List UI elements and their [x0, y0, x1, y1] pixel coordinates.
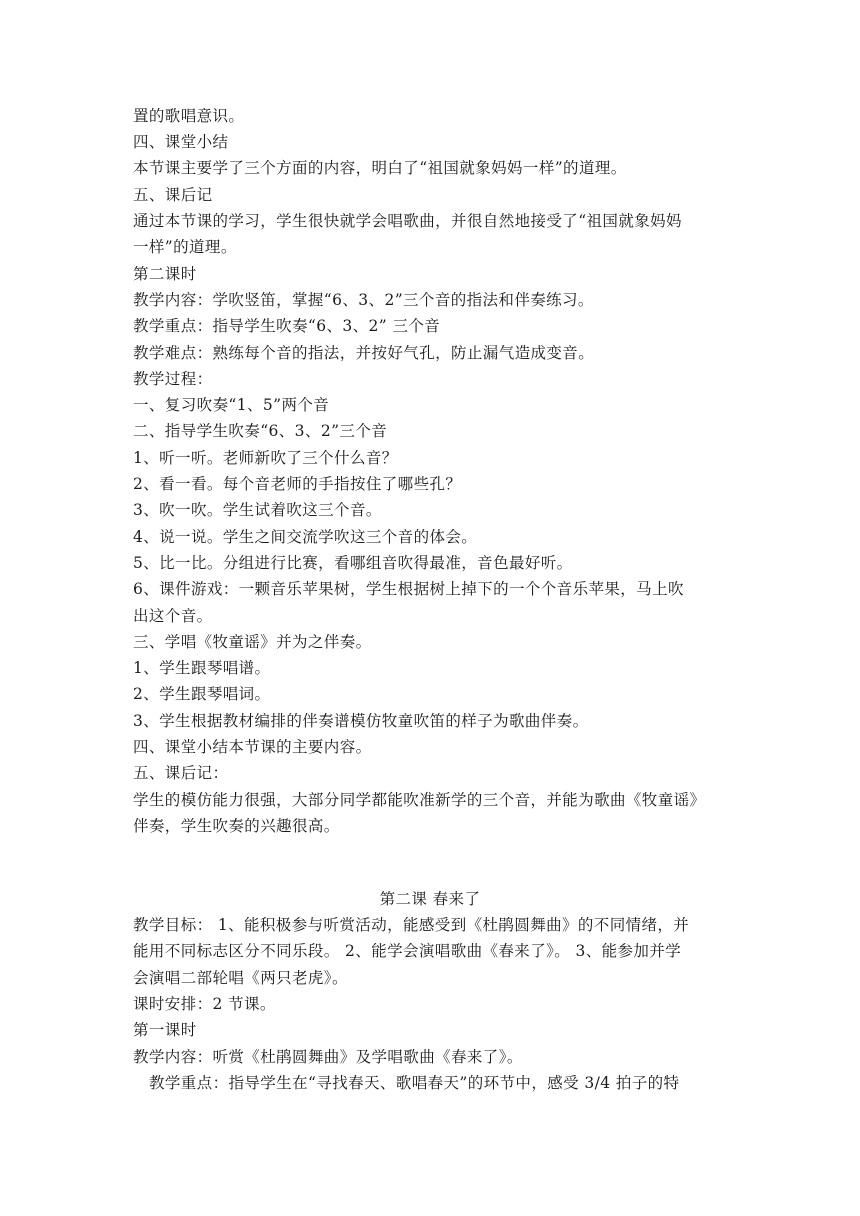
list-item: 3、学生根据教材编排的伴奏谱模仿牧童吹笛的样子为歌曲伴奏。: [133, 712, 589, 730]
text-line: 四、课堂小结本节课的主要内容。: [133, 738, 372, 756]
text-line: 教学重点：指导学生在“寻找春天、歌唱春天”的环节中，感受 3/4 拍子的特: [133, 1074, 680, 1092]
section-heading: 四、课堂小结: [133, 133, 229, 151]
text-line: 出这个音。: [133, 607, 213, 625]
section-heading: 第二课时: [133, 265, 197, 283]
text-line: 一样”的道理。: [133, 238, 237, 256]
text-line: 一、复习吹奏“1、5”两个音: [133, 396, 330, 414]
text-line: 二、指导学生吹奏“6、3、2”三个音: [133, 422, 388, 440]
lesson-title: 第二课 春来了: [379, 890, 481, 908]
list-item: 1、听一听。老师新吹了三个什么音？: [133, 449, 398, 467]
list-item: 6、课件游戏：一颗音乐苹果树，学生根据树上掉下的一个个音乐苹果，马上吹: [133, 580, 684, 598]
section-heading: 第一课时: [133, 1021, 197, 1039]
list-item: 1、学生跟琴唱谱。: [133, 659, 271, 677]
list-item: 2、学生跟琴唱词。: [133, 685, 271, 703]
text-line: 能用不同标志区分不同乐段。 2、能学会演唱歌曲《春来了》。 3、能参加并学: [133, 942, 682, 960]
text-line: 通过本节课的学习，学生很快就学会唱歌曲，并很自然地接受了“祖国就象妈妈: [133, 212, 682, 230]
text-line: 教学难点：熟练每个音的指法，并按好气孔，防止漏气造成变音。: [133, 344, 595, 362]
section-heading: 五、课后记: [133, 186, 213, 204]
text-line: 本节课主要学了三个方面的内容，明白了“祖国就象妈妈一样”的道理。: [133, 159, 627, 177]
text-line: 伴奏，学生吹奏的兴趣很高。: [133, 817, 340, 835]
list-item: 4、说一说。学生之间交流学吹这三个音的体会。: [133, 528, 478, 546]
text-line: 教学重点：指导学生吹奏“6、3、2” 三个音: [133, 317, 441, 335]
text-line: 学生的模仿能力很强，大部分同学都能吹准新学的三个音，并能为歌曲《牧童谣》: [133, 791, 706, 809]
text-line: 置的歌唱意识。: [133, 107, 245, 125]
text-line: 三、学唱《牧童谣》并为之伴奏。: [133, 633, 372, 651]
list-item: 2、看一看。每个音老师的手指按住了哪些孔？: [133, 475, 462, 493]
list-item: 3、吹一吹。学生试着吹这三个音。: [133, 501, 382, 519]
text-line: 教学过程：: [133, 370, 213, 388]
text-line: 课时安排：2 节课。: [133, 995, 276, 1013]
section-heading: 五、课后记：: [133, 764, 229, 782]
text-line: 会演唱二部轮唱《两只老虎》。: [133, 969, 348, 987]
text-line: 教学内容：学吹竖笛，掌握“6、3、2”三个音的指法和伴奏练习。: [133, 291, 594, 309]
text-line: 教学内容：听赏《杜鹃圆舞曲》及学唱歌曲《春来了》。: [133, 1048, 523, 1066]
text-line: 教学目标： 1、能积极参与听赏活动，能感受到《杜鹃圆舞曲》的不同情绪，并: [133, 916, 690, 934]
list-item: 5、比一比。分组进行比赛，看哪组音吹得最准，音色最好听。: [133, 554, 573, 572]
